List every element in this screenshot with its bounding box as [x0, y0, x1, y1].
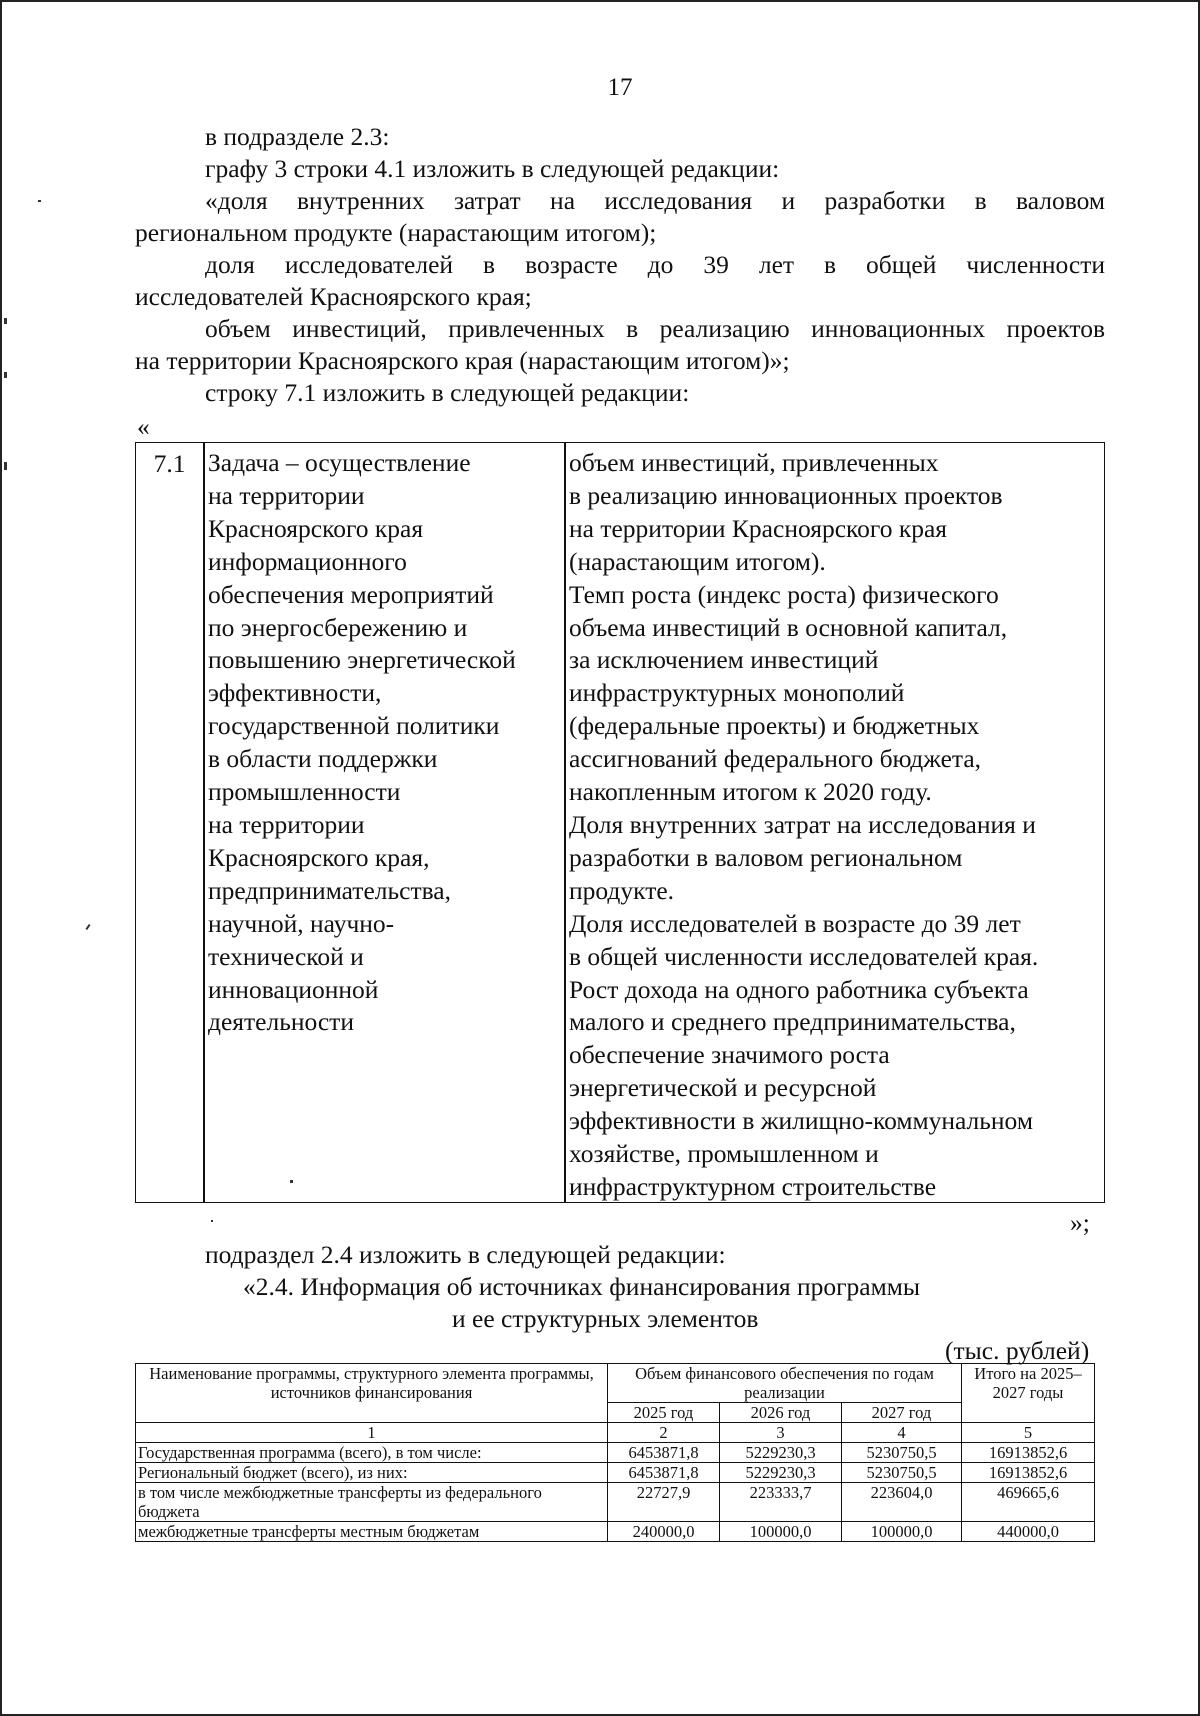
para1-line1: «доля внутренних затрат на исследования и разработки в валовом: [205, 186, 1105, 215]
value-2026: 5229230,3: [720, 1443, 842, 1463]
row-name: Региональный бюджет (всего), из них:: [136, 1463, 608, 1483]
column-number: 1: [136, 1423, 608, 1443]
page-number: 17: [607, 74, 633, 101]
value-2025: 240000,0: [608, 1522, 720, 1542]
scan-speck: [4, 372, 7, 378]
value-total: 16913852,6: [962, 1443, 1095, 1463]
para1-line2: региональном продукте (нарастающим итогом);: [135, 218, 657, 247]
value-2025: 6453871,8: [608, 1463, 720, 1483]
para3-line2: на территории Красноярского края (нарастающим итогом)»;: [135, 346, 790, 375]
header-year: 2027 год: [842, 1403, 962, 1423]
para3-line1: объем инвестиций, привлеченных в реализацию инновационных проектов: [205, 314, 1105, 343]
value-2026: 5229230,3: [720, 1463, 842, 1483]
table-row: [136, 1463, 1095, 1483]
value-2025: 22727,9: [608, 1483, 720, 1522]
header-name: Наименование программы, структурного элемента программы, источников финансирования: [136, 1364, 608, 1423]
value-total: 16913852,6: [962, 1463, 1095, 1483]
column-number-row: [136, 1423, 1095, 1443]
scan-speck: [4, 462, 7, 470]
scan-speck: [290, 1180, 293, 1183]
scan-border-left: [0, 0, 2, 1716]
row-name: в том числе межбюджетные трансферты из федерального бюджета: [136, 1483, 608, 1522]
table-column-divider: [203, 443, 205, 1202]
header-total: Итого на 2025–2027 годы: [962, 1364, 1095, 1423]
scan-speck: [4, 318, 7, 324]
row-name: Государственная программа (всего), в том числе:: [136, 1443, 608, 1463]
close-quote: »;: [1070, 1208, 1090, 1237]
intro-line-3: строку 7.1 изложить в следующей редакции:: [205, 378, 690, 407]
column-number: 5: [962, 1423, 1095, 1443]
para2-line2: исследователей Красноярского края;: [135, 282, 532, 311]
table-column-divider: [564, 443, 566, 1202]
indicators-text: объем инвестиций, привлеченных в реализацию инновационных проектов на территории Красноярского края (нарастающим итогом). Темп роста (индекс роста) физического объема инвестиций в основной капитал, за исключением инвестиций инфраструктурных монополий (федеральные проекты) и бюджетных ассигнований федерального бюджета, накопленным итогом к 2020 году. Доля внутренних затрат на исследования и разработки в валовом региональном продукте. Доля исследователей в возрасте до 39 лет в общей численности исследователей края. Рост дохода на одного работника субъекта малого и среднего предпринимательства, обеспечение значимого роста энергетической и ресурсной эффективности в жилищно-коммунальном хозяйстве, промышленном и инфраструктурном строительстве: [569, 448, 1039, 1201]
intro-line-1: в подразделе 2.3:: [205, 122, 390, 151]
column-number: 2: [608, 1423, 720, 1443]
scan-speck: [38, 200, 41, 202]
task-text: Задача – осуществление на территории Красноярского края информационного обеспечения мероприятий по энергосбережению и повышению энергетической эффективности, государственной политики в области поддержки промышленности на территории Красноярского края, предпринимательства, научной, научно- технической и инновационной деятельности: [208, 448, 516, 1037]
scan-speck: [211, 1220, 213, 1222]
finance-table: [135, 1363, 1095, 1542]
open-quote: «: [137, 412, 150, 441]
subsection-line: подраздел 2.4 изложить в следующей редакции:: [205, 1240, 726, 1269]
row-number: 7.1: [153, 449, 186, 478]
table-row: [136, 1522, 1095, 1542]
column-number: 3: [720, 1423, 842, 1443]
value-2027: 5230750,5: [842, 1443, 962, 1463]
unit-label: (тыс. рублей): [945, 1336, 1090, 1365]
row-name: межбюджетные трансферты местным бюджетам: [136, 1522, 608, 1542]
value-2027: 100000,0: [842, 1522, 962, 1542]
value-2026: 100000,0: [720, 1522, 842, 1542]
table-row: [136, 1483, 1095, 1522]
intro-line-2: графу 3 строки 4.1 изложить в следующей редакции:: [205, 154, 780, 183]
scan-speck: [85, 924, 90, 930]
header-year: 2025 год: [608, 1403, 720, 1423]
column-number: 4: [842, 1423, 962, 1443]
value-2027: 223604,0: [842, 1483, 962, 1522]
value-total: 469665,6: [962, 1483, 1095, 1522]
table-row: [136, 1443, 1095, 1463]
scan-border-top: [0, 0, 1200, 2]
value-2027: 5230750,5: [842, 1463, 962, 1483]
value-total: 440000,0: [962, 1522, 1095, 1542]
subsection-title-2: и ее структурных элементов: [452, 1304, 759, 1333]
value-2026: 223333,7: [720, 1483, 842, 1522]
para2-line1: доля исследователей в возрасте до 39 лет в общей численности: [205, 250, 1105, 279]
subsection-title-1: «2.4. Информация об источниках финансирования программы: [243, 1272, 921, 1301]
header-year: 2026 год: [720, 1403, 842, 1423]
header-volume: Объем финансового обеспечения по годам реализации: [608, 1364, 962, 1403]
value-2025: 6453871,8: [608, 1443, 720, 1463]
row-7-1-table: [135, 442, 1105, 1203]
